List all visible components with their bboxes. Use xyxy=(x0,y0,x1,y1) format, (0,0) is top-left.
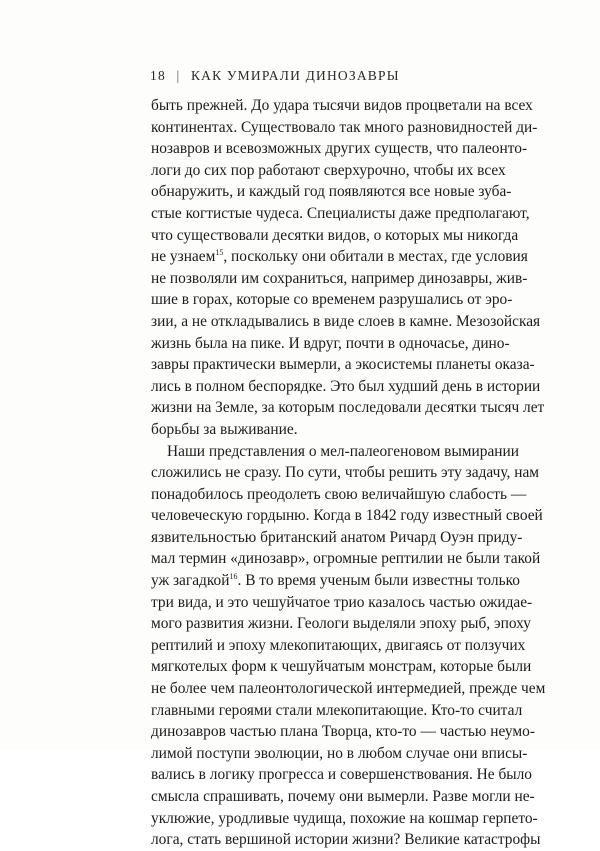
text-fragment: , поскольку они обитали в местах, где условия xyxy=(223,248,528,266)
text-line: обнаружить, и каждый год появляются все новые зуба- xyxy=(151,183,512,201)
header-separator: | xyxy=(176,68,181,83)
text-fragment: . В то время ученым были известны только xyxy=(237,572,520,590)
text-line: мал термин «динозавр», огромные рептилии не были такой xyxy=(151,550,541,568)
paragraph-2 xyxy=(151,441,546,851)
footnote-ref-16[interactable]: 16 xyxy=(229,572,238,582)
text-fragment: не узнаем xyxy=(151,248,216,266)
text-line: лога, стать вершиной истории жизни? Великие катастрофы xyxy=(151,831,541,849)
text-line: уклюжие, уродливые чудища, похожие на кошмар герпето- xyxy=(151,809,538,827)
text-line: континентах. Существовало так много разновидностей ди- xyxy=(151,118,538,136)
text-line: жизни на Земле, за которым последовали десятки тысяч лет xyxy=(151,399,545,417)
text-line: жизнь была на пике. И вдруг, почти в одночасье, дино- xyxy=(151,334,510,352)
paragraph-1 xyxy=(151,95,545,441)
text-line: не более чем палеонтологической интермедией, прежде чем xyxy=(151,680,546,698)
text-line: Наши представления о мел-палеогеновом вымирании xyxy=(167,442,519,460)
running-head xyxy=(150,68,400,84)
text-line: рептилий и эпоху млекопитающих, двигаясь от ползучих xyxy=(151,636,526,654)
text-line-with-footnote xyxy=(151,570,520,592)
text-line-with-footnote xyxy=(151,246,528,268)
chapter-title: КАК УМИРАЛИ ДИНОЗАВРЫ xyxy=(190,68,400,83)
text-line: мягкотелых форм к чешуйчатым монстрам, которые были xyxy=(151,658,532,676)
text-line: человеческую гордыню. Когда в 1842 году известный своей xyxy=(151,507,543,525)
text-line: понадобилось преодолеть свою величайшую слабость — xyxy=(151,485,527,503)
text-line: главными героями стали млекопитающие. Кто-то считал xyxy=(151,701,523,719)
text-fragment: уж загадкой xyxy=(151,572,230,590)
text-line: вались в логику прогресса и совершенствования. Не было xyxy=(151,766,532,784)
text-line: лись в полном беспорядке. Это был худший день в истории xyxy=(151,377,541,395)
text-line: динозавров частью плана Творца, кто-то — частью неумо- xyxy=(151,723,535,741)
text-line: что существовали десятки видов, о которых мы никогда xyxy=(151,226,519,244)
text-line: шие в горах, которые со временем разрушались от эро- xyxy=(151,291,513,309)
text-line: лимой поступи эволюции, но в любом случае они вписы- xyxy=(151,744,528,762)
text-line: стые когтистые чудеса. Специалисты даже предполагают, xyxy=(151,204,530,222)
body-text xyxy=(151,95,546,851)
text-line: сложились не сразу. По сути, чтобы решить эту задачу, нам xyxy=(151,464,540,482)
text-line: не позволяли им сохраниться, например динозавры, жив- xyxy=(151,269,528,287)
text-line: зии, а не откладывались в виде слоев в камне. Мезозойская xyxy=(151,312,541,330)
text-line: нозавров и всевозможных других существ, что палеонто- xyxy=(151,140,528,158)
page-number: 18 xyxy=(150,68,166,83)
footnote-ref-15[interactable]: 15 xyxy=(215,248,224,258)
text-line: смысла спрашивать, почему они вымерли. Разве могли не- xyxy=(151,788,535,805)
text-line: мого развития жизни. Геологи выделяли эпоху рыб, эпоху xyxy=(151,615,531,633)
text-line: три вида, и это чешуйчатое трио казалось частью ожидае- xyxy=(151,593,533,611)
text-line: язвительностью британский анатом Ричард Оуэн приду- xyxy=(151,528,523,546)
text-line: логи до сих пор работают сверхурочно, чтобы их всех xyxy=(151,161,506,179)
text-line: завры практически вымерли, а экосистемы планеты оказа- xyxy=(151,356,535,374)
text-line: борьбы за выживание. xyxy=(151,420,298,438)
text-line: быть прежней. До удара тысячи видов процветали на всех xyxy=(151,97,533,114)
